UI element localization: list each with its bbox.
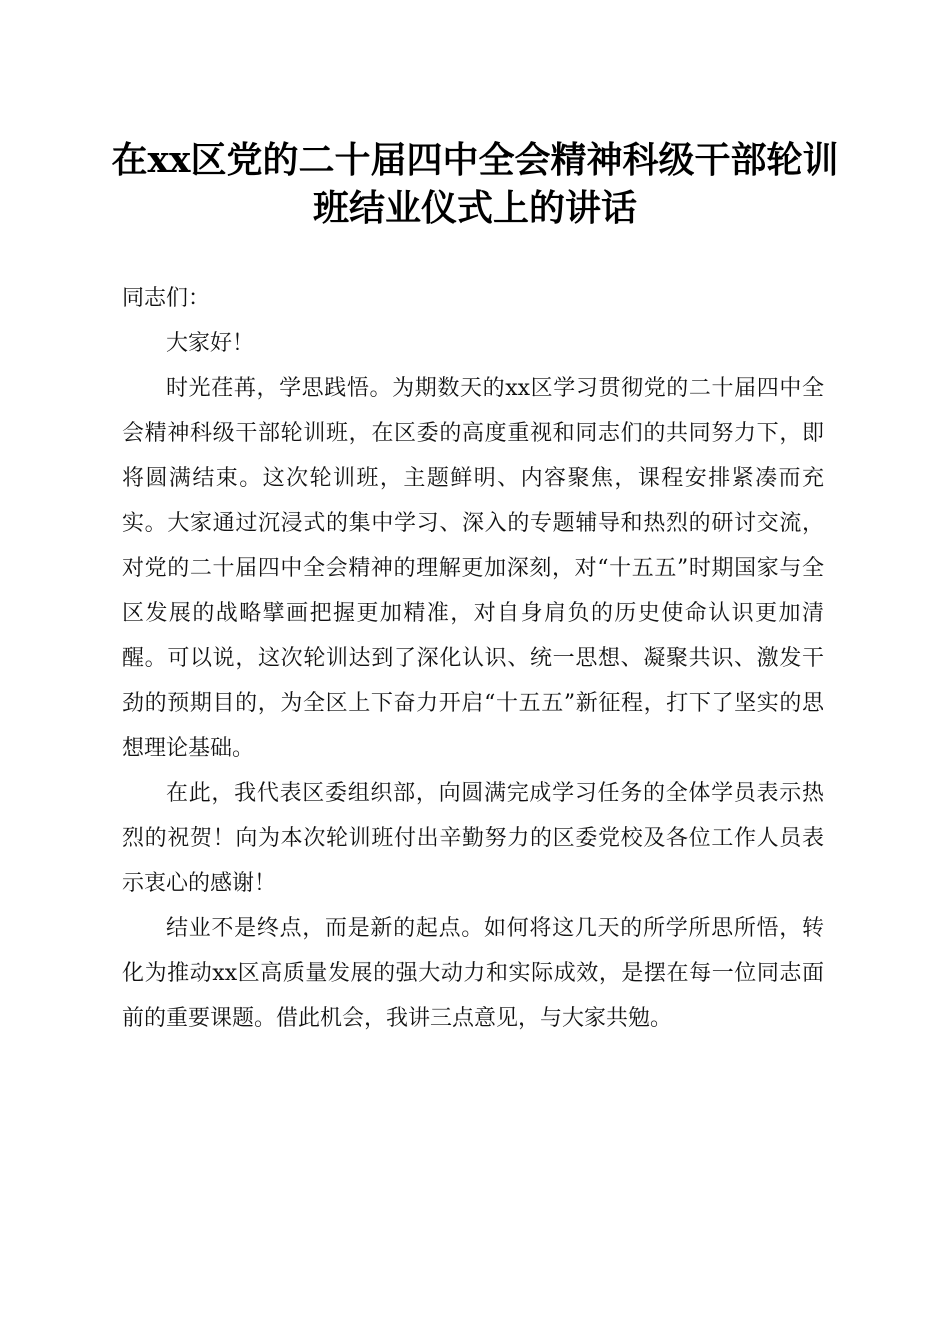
- salutation: 同志们：: [122, 286, 211, 311]
- paragraph-greeting: 大家好！: [166, 331, 255, 356]
- document-title: 在xx区党的二十届四中全会精神科级干部轮训班结业仪式上的讲话: [111, 139, 839, 229]
- document-body: [122, 276, 824, 1041]
- paragraph-summary: 时光荏苒，学思践悟。为期数天的xx区学习贯彻党的二十届四中全会精神科级干部轮训班，在区委的高度重视和同志们的共同努力下，即将圆满结束。这次轮训班，主题鲜明、内容聚焦，课程安排紧凑而充实。大家通过沉浸式的集中学习、深入的专题辅导和热烈的研讨交流，对党的二十届四中全会精神的理解更加深刻，对“十五五”时期国家与全区发展的战略擘画把握更加精准，对自身肩负的历史使命认识更加清醒。可以说，这次轮训达到了深化认识、统一思想、凝聚共识、激发干劲的预期目的，为全区上下奋力开启“十五五”新征程，打下了坚实的思想理论基础。: [122, 376, 824, 761]
- paragraph-thanks: 在此，我代表区委组织部，向圆满完成学习任务的全体学员表示热烈的祝贺！向为本次轮训班付出辛勤努力的区委党校及各位工作人员表示衷心的感谢！: [122, 781, 824, 896]
- paragraph-transition: 结业不是终点，而是新的起点。如何将这几天的所学所思所悟，转化为推动xx区高质量发展的强大动力和实际成效，是摆在每一位同志面前的重要课题。借此机会，我讲三点意见，与大家共勉。: [122, 916, 824, 1031]
